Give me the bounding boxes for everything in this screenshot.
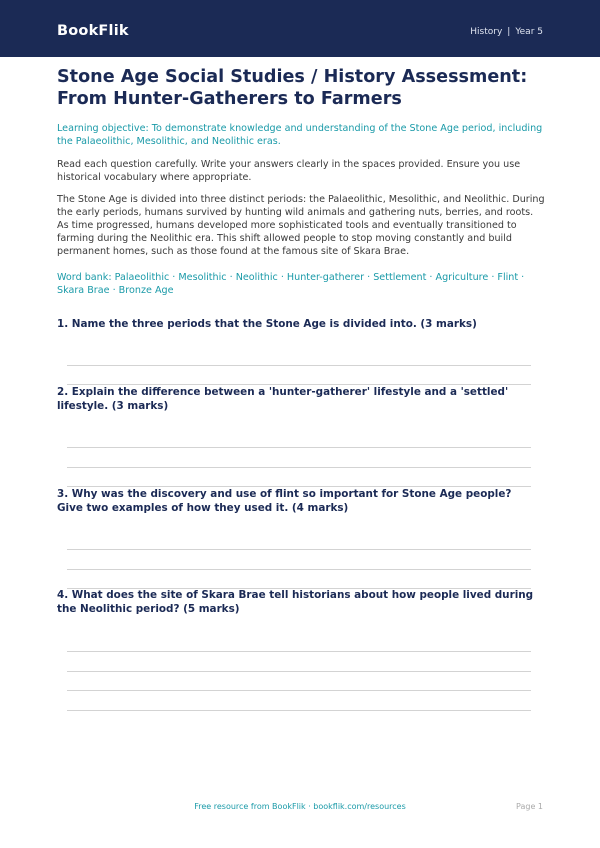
page-title: Stone Age Social Studies / History Assessment: From Hunter-Gatherers to Farmers bbox=[57, 67, 528, 109]
answer-line[interactable] bbox=[67, 467, 531, 468]
instructions-paragraph: Read each question carefully. Write your answers clearly in the spaces provided. Ensure you use historical vocabulary where appropriate. bbox=[57, 159, 521, 183]
answer-line[interactable] bbox=[67, 690, 531, 691]
subject-label: History bbox=[470, 27, 503, 37]
answer-line[interactable] bbox=[67, 651, 531, 652]
meta-separator: | bbox=[507, 27, 511, 37]
question-4: 4. What does the site of Skara Brae tell historians about how people lived during the Neolithic period? (5 marks) bbox=[57, 589, 534, 615]
question-2: 2. Explain the difference between a 'hunter-gatherer' lifestyle and a 'settled' lifestyle. (3 marks) bbox=[57, 386, 509, 412]
page-number: Page 1 bbox=[516, 802, 543, 811]
word-bank: Word bank: Palaeolithic · Mesolithic · Neolithic · Hunter-gatherer · Settlement · Agriculture · Flint · Skara Brae · Bronze Age bbox=[57, 272, 525, 296]
answer-line[interactable] bbox=[67, 569, 531, 570]
answer-line[interactable] bbox=[67, 365, 531, 366]
page-header bbox=[0, 0, 600, 57]
brand-logo-text: BookFlik bbox=[57, 23, 129, 39]
question-3: 3. Why was the discovery and use of flint so important for Stone Age people? Give two examples of how they used it. (4 marks) bbox=[57, 488, 512, 514]
question-1: 1. Name the three periods that the Stone Age is divided into. (3 marks) bbox=[57, 318, 477, 330]
intro-paragraph: The Stone Age is divided into three distinct periods: the Palaeolithic, Mesolithic, and Neolithic. During the early periods, humans survived by hunting wild animals and gathering nuts, berries, and roots. As time progressed, humans developed more sophisticated tools and eventually transitioned to farming during the Neolithic era. This shift allowed people to stop moving constantly and build permanent homes, such as those found at the famous site of Skara Brae. bbox=[57, 194, 545, 257]
answer-line[interactable] bbox=[67, 549, 531, 550]
subject-year-label bbox=[470, 27, 543, 37]
year-label: Year 5 bbox=[515, 27, 543, 37]
footer-credit: Free resource from BookFlik · bookflik.com/resources bbox=[194, 802, 406, 811]
learning-objective: Learning objective: To demonstrate knowledge and understanding of the Stone Age period, including the Palaeolithic, Mesolithic, and Neolithic eras. bbox=[57, 123, 543, 147]
answer-line[interactable] bbox=[67, 671, 531, 672]
answer-line[interactable] bbox=[67, 710, 531, 711]
answer-line[interactable] bbox=[67, 447, 531, 448]
